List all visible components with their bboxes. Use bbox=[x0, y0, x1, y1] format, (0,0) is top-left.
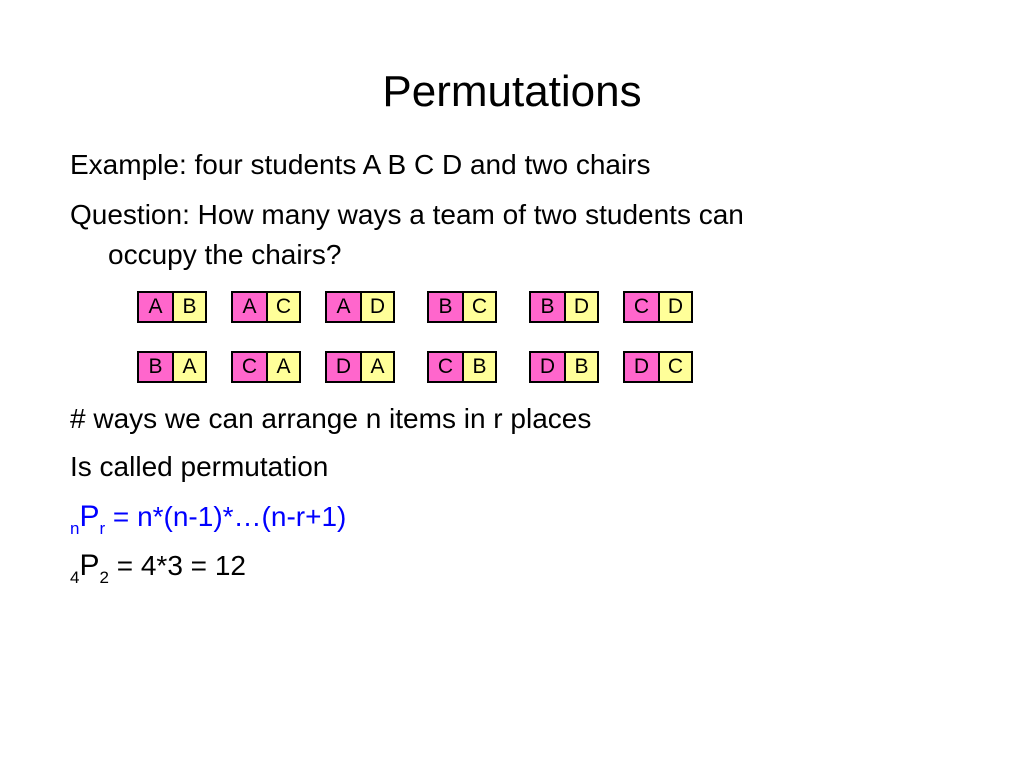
called-text: Is called permutation bbox=[70, 451, 329, 482]
second-chair-cell: C bbox=[266, 293, 299, 321]
example-text: Example: four students A B C D and two chairs bbox=[70, 149, 651, 180]
first-chair-cell: B bbox=[429, 293, 462, 321]
pair-box bbox=[231, 351, 301, 383]
formula-example bbox=[70, 546, 246, 590]
first-chair-cell: A bbox=[327, 293, 360, 321]
example-r-subscript: 2 bbox=[99, 568, 109, 587]
second-chair-cell: D bbox=[360, 293, 393, 321]
second-chair-cell: B bbox=[172, 293, 205, 321]
first-chair-cell: A bbox=[233, 293, 266, 321]
second-chair-cell: A bbox=[172, 353, 205, 381]
first-chair-cell: D bbox=[625, 353, 658, 381]
second-chair-cell: B bbox=[564, 353, 597, 381]
pair-box bbox=[529, 291, 599, 323]
first-chair-cell: D bbox=[327, 353, 360, 381]
first-chair-cell: B bbox=[531, 293, 564, 321]
formula-r-subscript: r bbox=[99, 519, 106, 538]
example-n-subscript: 4 bbox=[70, 568, 80, 587]
pair-box bbox=[231, 291, 301, 323]
ways-text: # ways we can arrange n items in r places bbox=[70, 403, 592, 434]
formula-n-subscript: n bbox=[70, 519, 80, 538]
pair-box bbox=[623, 351, 693, 383]
pair-box bbox=[623, 291, 693, 323]
first-chair-cell: B bbox=[139, 353, 172, 381]
second-chair-cell: B bbox=[462, 353, 495, 381]
second-chair-cell: D bbox=[658, 293, 691, 321]
first-chair-cell: C bbox=[625, 293, 658, 321]
pair-box bbox=[325, 351, 395, 383]
pair-box bbox=[427, 351, 497, 383]
example-p-symbol: P bbox=[79, 549, 100, 582]
first-chair-cell: D bbox=[531, 353, 564, 381]
second-chair-cell: D bbox=[564, 293, 597, 321]
question-text-line2: occupy the chairs? bbox=[108, 239, 342, 270]
example-rhs: = 4*3 = 12 bbox=[108, 550, 246, 581]
slide-title: Permutations bbox=[382, 67, 642, 116]
first-chair-cell: A bbox=[139, 293, 172, 321]
second-chair-cell: A bbox=[266, 353, 299, 381]
pair-box bbox=[325, 291, 395, 323]
formula-rhs: = n*(n-1)*…(n-r+1) bbox=[105, 501, 347, 532]
pair-box bbox=[427, 291, 497, 323]
pair-box bbox=[529, 351, 599, 383]
second-chair-cell: A bbox=[360, 353, 393, 381]
second-chair-cell: C bbox=[658, 353, 691, 381]
formula-general bbox=[70, 497, 346, 541]
first-chair-cell: C bbox=[233, 353, 266, 381]
pair-box bbox=[137, 351, 207, 383]
first-chair-cell: C bbox=[429, 353, 462, 381]
second-chair-cell: C bbox=[462, 293, 495, 321]
pair-box bbox=[137, 291, 207, 323]
formula-p-symbol: P bbox=[79, 500, 100, 533]
question-text-line1: Question: How many ways a team of two students can bbox=[70, 199, 744, 230]
